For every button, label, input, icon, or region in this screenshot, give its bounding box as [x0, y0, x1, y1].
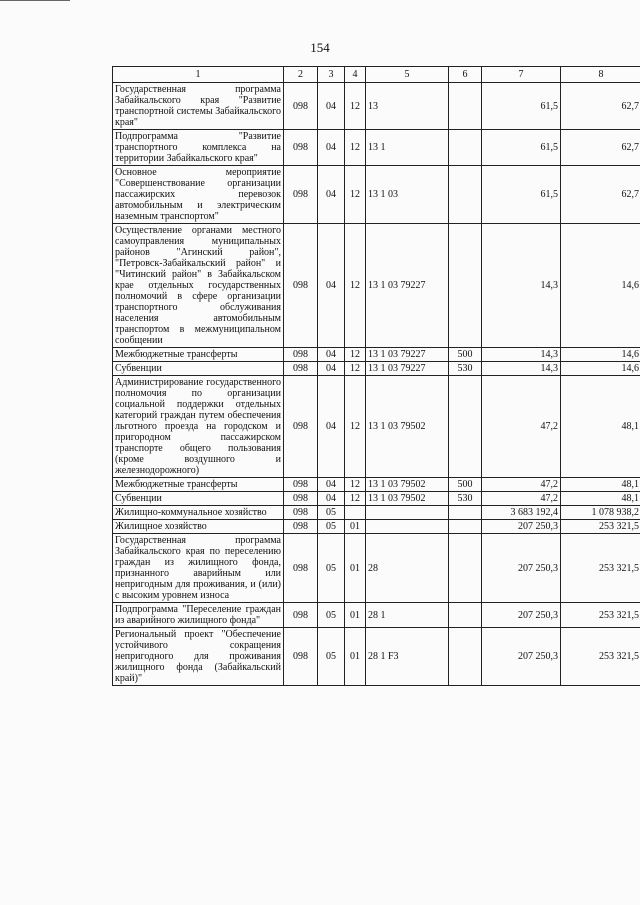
item-name: Субвенции — [113, 492, 284, 506]
item-name: Основное мероприятие "Совершенствование организации пассажирских перевозок автомобильным и электрическим наземным транспортом" — [113, 166, 284, 224]
item-name: Администрирование государственного полномочия по организации социальной поддержки отдельных категорий граждан путем обеспечения льготного проезда на городском и пригородном пассажирском транспорте общего пользования (кроме воздушного и железнодорожного) — [113, 376, 284, 478]
column-header: 5 — [366, 67, 449, 83]
column-header: 1 — [113, 67, 284, 83]
table-row — [113, 83, 640, 130]
amount-year-1: 14,3 — [482, 362, 561, 376]
amount-year-2: 62,7 — [561, 130, 640, 166]
ministry-code: 098 — [284, 628, 318, 686]
section-code: 05 — [318, 534, 345, 603]
amount-year-2: 48,1 — [561, 492, 640, 506]
subsection-code: 01 — [345, 534, 366, 603]
ministry-code: 098 — [284, 506, 318, 520]
column-header: 7 — [482, 67, 561, 83]
item-name: Государственная программа Забайкальского края "Развитие транспортной системы Забайкальского края" — [113, 83, 284, 130]
expense-type-code: 500 — [449, 348, 482, 362]
ministry-code: 098 — [284, 603, 318, 628]
target-article-code: 13 1 — [366, 130, 449, 166]
subsection-code: 01 — [345, 520, 366, 534]
expense-type-code: 530 — [449, 362, 482, 376]
expense-type-code — [449, 83, 482, 130]
expense-type-code — [449, 603, 482, 628]
ministry-code: 098 — [284, 520, 318, 534]
column-header: 3 — [318, 67, 345, 83]
subsection-code: 12 — [345, 492, 366, 506]
expense-type-code — [449, 130, 482, 166]
target-article-code — [366, 520, 449, 534]
subsection-code: 12 — [345, 348, 366, 362]
table-row — [113, 348, 640, 362]
column-header: 2 — [284, 67, 318, 83]
amount-year-1: 14,3 — [482, 348, 561, 362]
subsection-code: 12 — [345, 478, 366, 492]
table-row — [113, 534, 640, 603]
amount-year-1: 207 250,3 — [482, 603, 561, 628]
amount-year-2: 48,1 — [561, 478, 640, 492]
target-article-code: 13 1 03 79502 — [366, 376, 449, 478]
column-header: 8 — [561, 67, 640, 83]
expense-type-code: 500 — [449, 478, 482, 492]
column-header: 4 — [345, 67, 366, 83]
expense-type-code — [449, 506, 482, 520]
expense-type-code — [449, 534, 482, 603]
subsection-code: 12 — [345, 83, 366, 130]
target-article-code: 13 1 03 79502 — [366, 492, 449, 506]
amount-year-2: 253 321,5 — [561, 603, 640, 628]
subsection-code: 01 — [345, 628, 366, 686]
table-row — [113, 130, 640, 166]
item-name: Государственная программа Забайкальского края по переселению граждан из жилищного фонда, признанного аварийным или непригодным для проживания, и (или) с высоким уровнем износа — [113, 534, 284, 603]
target-article-code — [366, 506, 449, 520]
amount-year-2: 14,6 — [561, 224, 640, 348]
column-header: 6 — [449, 67, 482, 83]
amount-year-1: 207 250,3 — [482, 520, 561, 534]
section-code: 05 — [318, 603, 345, 628]
ministry-code: 098 — [284, 130, 318, 166]
item-name: Региональный проект "Обеспечение устойчивого сокращения непригодного для проживания жилищного фонда (Забайкальский край)" — [113, 628, 284, 686]
target-article-code: 28 — [366, 534, 449, 603]
amount-year-1: 61,5 — [482, 166, 561, 224]
section-code: 04 — [318, 130, 345, 166]
expense-type-code — [449, 520, 482, 534]
item-name: Субвенции — [113, 362, 284, 376]
ministry-code: 098 — [284, 534, 318, 603]
amount-year-2: 1 078 938,2 — [561, 506, 640, 520]
subsection-code: 12 — [345, 166, 366, 224]
table-row — [113, 603, 640, 628]
amount-year-1: 14,3 — [482, 224, 561, 348]
expense-type-code — [449, 628, 482, 686]
subsection-code: 12 — [345, 224, 366, 348]
table-row — [113, 478, 640, 492]
ministry-code: 098 — [284, 83, 318, 130]
amount-year-2: 14,6 — [561, 348, 640, 362]
item-name: Подпрограмма "Развитие транспортного комплекса на территории Забайкальского края" — [113, 130, 284, 166]
table-row — [113, 224, 640, 348]
section-code: 04 — [318, 478, 345, 492]
table-row — [113, 376, 640, 478]
section-code: 04 — [318, 224, 345, 348]
target-article-code: 13 1 03 — [366, 166, 449, 224]
section-code: 05 — [318, 506, 345, 520]
table-row — [113, 492, 640, 506]
header-row — [113, 67, 640, 83]
ministry-code: 098 — [284, 492, 318, 506]
item-name: Жилищное хозяйство — [113, 520, 284, 534]
target-article-code: 13 1 03 79227 — [366, 348, 449, 362]
amount-year-2: 62,7 — [561, 83, 640, 130]
ministry-code: 098 — [284, 166, 318, 224]
page-number: 154 — [310, 40, 330, 55]
section-code: 04 — [318, 376, 345, 478]
section-code: 04 — [318, 362, 345, 376]
section-code: 04 — [318, 166, 345, 224]
scan-edge-line — [0, 0, 70, 4]
amount-year-2: 62,7 — [561, 166, 640, 224]
subsection-code: 12 — [345, 130, 366, 166]
target-article-code: 28 1 F3 — [366, 628, 449, 686]
amount-year-1: 47,2 — [482, 478, 561, 492]
section-code: 05 — [318, 520, 345, 534]
expense-type-code — [449, 224, 482, 348]
target-article-code: 13 1 03 79502 — [366, 478, 449, 492]
amount-year-2: 253 321,5 — [561, 520, 640, 534]
amount-year-1: 61,5 — [482, 83, 561, 130]
target-article-code: 28 1 — [366, 603, 449, 628]
amount-year-1: 61,5 — [482, 130, 561, 166]
expense-type-code — [449, 166, 482, 224]
subsection-code: 01 — [345, 603, 366, 628]
amount-year-1: 3 683 192,4 — [482, 506, 561, 520]
target-article-code: 13 — [366, 83, 449, 130]
table-row — [113, 628, 640, 686]
amount-year-1: 207 250,3 — [482, 534, 561, 603]
ministry-code: 098 — [284, 362, 318, 376]
amount-year-1: 47,2 — [482, 492, 561, 506]
ministry-code: 098 — [284, 348, 318, 362]
item-name: Межбюджетные трансферты — [113, 478, 284, 492]
subsection-code — [345, 506, 366, 520]
amount-year-2: 48,1 — [561, 376, 640, 478]
item-name: Жилищно-коммунальное хозяйство — [113, 506, 284, 520]
table-row — [113, 362, 640, 376]
amount-year-2: 14,6 — [561, 362, 640, 376]
target-article-code: 13 1 03 79227 — [366, 362, 449, 376]
section-code: 04 — [318, 83, 345, 130]
expense-type-code — [449, 376, 482, 478]
amount-year-1: 47,2 — [482, 376, 561, 478]
table-row — [113, 520, 640, 534]
item-name: Межбюджетные трансферты — [113, 348, 284, 362]
table-row — [113, 166, 640, 224]
section-code: 05 — [318, 628, 345, 686]
budget-table — [112, 66, 640, 686]
amount-year-2: 253 321,5 — [561, 534, 640, 603]
amount-year-1: 207 250,3 — [482, 628, 561, 686]
target-article-code: 13 1 03 79227 — [366, 224, 449, 348]
amount-year-2: 253 321,5 — [561, 628, 640, 686]
subsection-code: 12 — [345, 376, 366, 478]
subsection-code: 12 — [345, 362, 366, 376]
ministry-code: 098 — [284, 478, 318, 492]
item-name: Осуществление органами местного самоуправления муниципальных районов "Агинский район", "Петровск-Забайкальский район" и "Читинский район" в Забайкальском крае отдельных государственных полномочий в сфере организации транспортного обслуживания населения автомобильным транспортом в межмуниципальном сообщении — [113, 224, 284, 348]
table-row — [113, 506, 640, 520]
expense-type-code: 530 — [449, 492, 482, 506]
section-code: 04 — [318, 492, 345, 506]
ministry-code: 098 — [284, 376, 318, 478]
section-code: 04 — [318, 348, 345, 362]
ministry-code: 098 — [284, 224, 318, 348]
item-name: Подпрограмма "Переселение граждан из аварийного жилищного фонда" — [113, 603, 284, 628]
